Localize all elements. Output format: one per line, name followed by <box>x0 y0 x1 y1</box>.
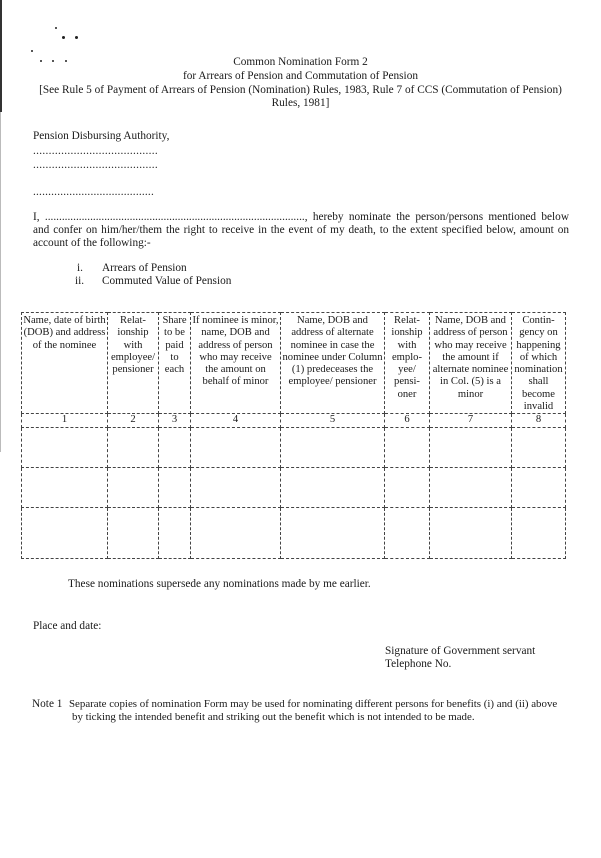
col-header-alt-minor-guardian: Name, DOB and address of person who may receive the amount if alternate nominee in Col. (5) is a minor <box>430 313 512 414</box>
entry-cell[interactable] <box>512 507 566 558</box>
entry-cell[interactable] <box>108 427 159 467</box>
entry-cell[interactable] <box>108 507 159 558</box>
benefit-commuted-value: Commuted Value of Pension <box>102 275 232 287</box>
addressee-line-1[interactable]: ........................................ <box>33 145 158 157</box>
entry-cell[interactable] <box>22 467 108 507</box>
entry-cell[interactable] <box>430 467 512 507</box>
note-text-line-2: by ticking the intended benefit and striking out the benefit which is not intended to be made. <box>72 711 475 723</box>
rule-reference: [See Rule 5 of Payment of Arrears of Pension (Nomination) Rules, 1983, Rule 7 of CCS (Commutation of Pension) <box>39 84 562 96</box>
entry-cell[interactable] <box>281 467 385 507</box>
col-number: 1 <box>22 414 108 427</box>
col-number: 2 <box>108 414 159 427</box>
col-header-relationship: Relat-ionship with employee/ pensioner <box>108 313 159 414</box>
table-row <box>22 427 566 467</box>
benefit-marker-2: ii. <box>75 275 85 287</box>
entry-cell[interactable] <box>159 427 191 467</box>
entry-cell[interactable] <box>281 507 385 558</box>
entry-cell[interactable] <box>512 467 566 507</box>
entry-cell[interactable] <box>191 467 281 507</box>
col-number: 6 <box>385 414 430 427</box>
entry-cell[interactable] <box>191 507 281 558</box>
form-subtitle: for Arrears of Pension and Commutation of Pension <box>182 70 418 82</box>
entry-cell[interactable] <box>159 467 191 507</box>
entry-cell[interactable] <box>385 507 430 558</box>
nomination-declaration: I, ............................................................................................, hereby nominate the person/persons mentioned below and confer on him/her/them the right to receive in the event of my death, to the extent specified below, amount on account of the following:- <box>33 211 569 249</box>
column-number-row <box>22 414 566 427</box>
col-header-nominee: Name, date of birth (DOB) and address of the nominee <box>22 313 108 414</box>
entry-cell[interactable] <box>281 427 385 467</box>
table-row <box>22 507 566 558</box>
page-edge-line-faint <box>0 112 1 452</box>
entry-cell[interactable] <box>22 507 108 558</box>
signature-label: Signature of Government servant <box>385 645 536 657</box>
place-date-label: Place and date: <box>33 620 102 632</box>
note-text-line-1: Separate copies of nomination Form may be used for nominating different persons for benefits (i) and (ii) above <box>69 698 558 710</box>
col-header-share: Share to be paid to each <box>159 313 191 414</box>
form-title: Common Nomination Form 2 <box>233 56 368 68</box>
addressee-label: Pension Disbursing Authority, <box>33 130 170 142</box>
entry-cell[interactable] <box>159 507 191 558</box>
entry-cell[interactable] <box>385 427 430 467</box>
scan-speck <box>55 27 57 29</box>
entry-cell[interactable] <box>108 467 159 507</box>
entry-cell[interactable] <box>22 427 108 467</box>
rule-reference-cont: Rules, 1981] <box>271 97 330 109</box>
entry-cell[interactable] <box>512 427 566 467</box>
supersede-statement: These nominations supersede any nominations made by me earlier. <box>68 578 371 590</box>
note-marker: Note 1 <box>32 698 63 710</box>
col-header-alt-relationship: Relat-ionship with emplo-yee/ pensi-oner <box>385 313 430 414</box>
telephone-label: Telephone No. <box>385 658 452 670</box>
col-number: 8 <box>512 414 566 427</box>
nomination-table <box>21 312 566 559</box>
scan-speck <box>75 36 78 39</box>
entry-cell[interactable] <box>430 507 512 558</box>
table-header-row <box>22 313 566 414</box>
benefit-marker-1: i. <box>77 262 83 274</box>
scan-speck <box>31 50 33 52</box>
col-header-alternate-nominee: Name, DOB and address of alternate nominee in case the nominee under Column (1) predeceases the employee/ pensioner <box>281 313 385 414</box>
entry-cell[interactable] <box>191 427 281 467</box>
col-header-minor-guardian: If nominee is minor, name, DOB and address of person who may receive the amount on behalf of minor <box>191 313 281 414</box>
scan-speck <box>62 36 65 39</box>
col-header-contingency: Contin-gency on happening of which nomination shall become invalid <box>512 313 566 414</box>
col-number: 7 <box>430 414 512 427</box>
benefit-arrears-of-pension: Arrears of Pension <box>102 262 187 274</box>
addressee-line-3[interactable]: ........................................ <box>33 186 154 198</box>
entry-cell[interactable] <box>430 427 512 467</box>
table-row <box>22 467 566 507</box>
col-number: 4 <box>191 414 281 427</box>
col-number: 5 <box>281 414 385 427</box>
entry-cell[interactable] <box>385 467 430 507</box>
addressee-line-2[interactable]: ........................................ <box>33 159 158 171</box>
col-number: 3 <box>159 414 191 427</box>
